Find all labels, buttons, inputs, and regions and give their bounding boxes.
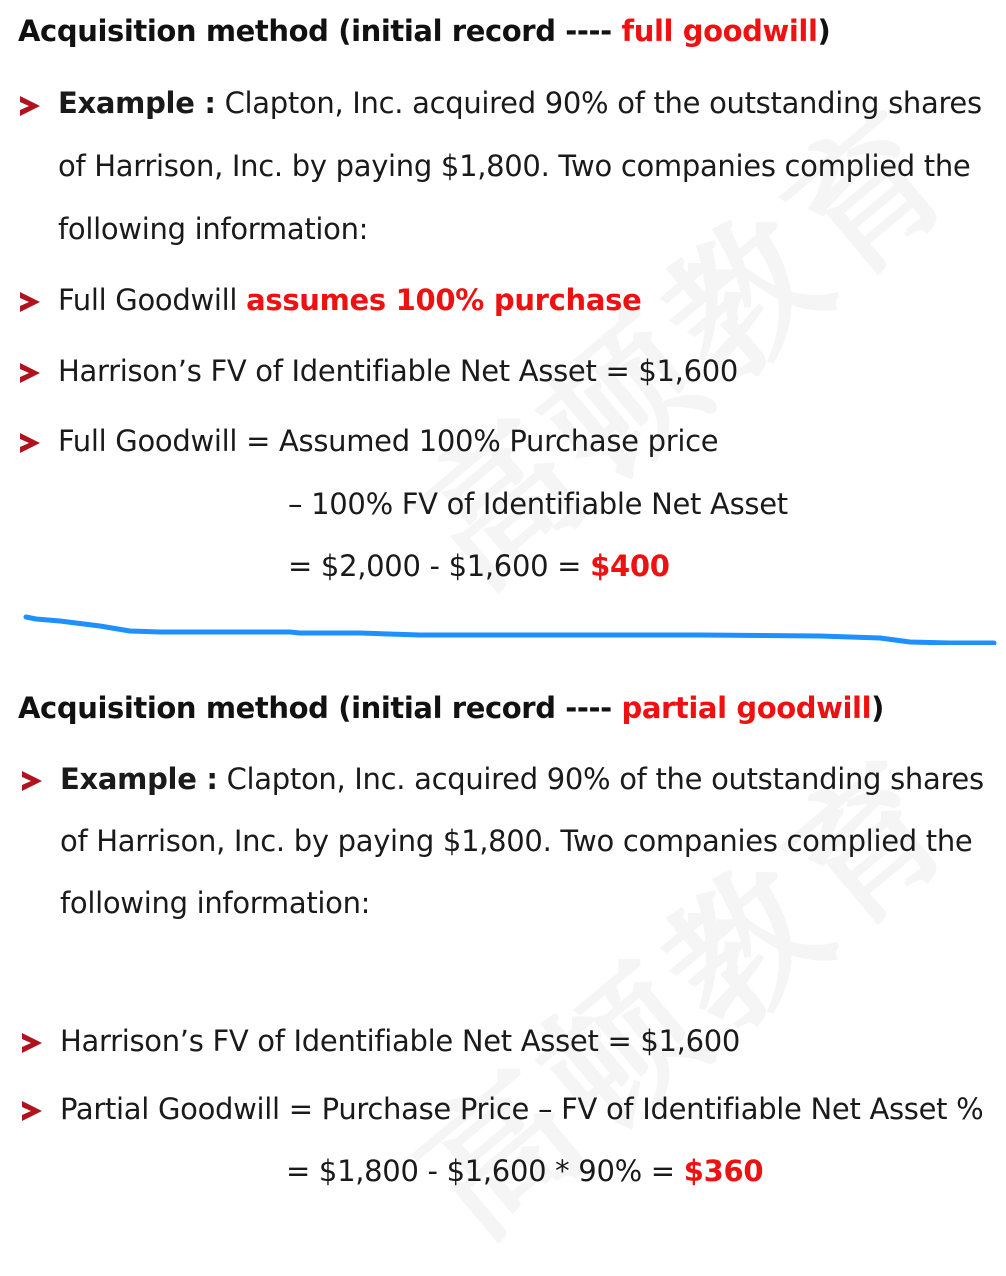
section1-heading [18, 14, 830, 48]
section2-bullet-arrow-icon-1 [22, 771, 42, 791]
section2-bullet-arrow-icon-2 [22, 1033, 42, 1053]
section1-bullet3: Harrison’s FV of Identifiable Net Asset = $1,600 [58, 354, 739, 388]
section1-example-text1: Clapton, Inc. acquired 90% of the outstanding shares [215, 86, 982, 120]
section1-bullet2 [58, 283, 642, 317]
section2-heading-highlight: partial goodwill [621, 691, 872, 725]
section1-bullet-arrow-icon-3 [20, 363, 40, 383]
section1-formula-line2: – 100% FV of Identifiable Net Asset [288, 487, 788, 521]
section1-formula-result: $400 [590, 549, 670, 583]
section1-bullet-arrow-icon-1 [20, 96, 40, 116]
section2-example-line3: following information: [60, 886, 371, 920]
section2-heading-suffix: ) [871, 691, 884, 725]
section1-bullet4: Full Goodwill = Assumed 100% Purchase price [58, 424, 719, 458]
section1-bullet-arrow-icon-4 [20, 433, 40, 453]
section2-bullet2: Harrison’s FV of Identifiable Net Asset = $1,600 [60, 1024, 741, 1058]
section1-heading-highlight: full goodwill [621, 14, 818, 48]
section2-example-text1: Clapton, Inc. acquired 90% of the outstanding shares [217, 762, 984, 796]
section2-heading [18, 691, 884, 725]
section2-example-label: Example : [60, 762, 218, 796]
section2-formula-result: $360 [683, 1154, 764, 1188]
section2-bullet3: Partial Goodwill = Purchase Price – FV of Identifiable Net Asset % [60, 1092, 984, 1126]
section2-formula-line2 [286, 1154, 763, 1188]
section2-example-line2: of Harrison, Inc. by paying $1,800. Two companies complied the [60, 824, 973, 858]
section2-heading-prefix: Acquisition method (initial record ---- [18, 691, 622, 725]
section1-example-line1 [58, 86, 982, 120]
divider-stroke [26, 617, 994, 643]
section1-formula-line3 [288, 549, 670, 583]
section1-bullet2-highlight: assumes 100% purchase [246, 283, 642, 317]
section1-bullet-arrow-icon-2 [20, 292, 40, 312]
section1-example-label: Example : [58, 86, 216, 120]
hand-drawn-divider [0, 605, 1006, 645]
section1-formula-text: = $2,000 - $1,600 = [288, 549, 591, 583]
section1-heading-suffix: ) [817, 14, 831, 48]
watermark-top [365, 50, 994, 627]
section1-bullet2-text: Full Goodwill [58, 283, 247, 317]
section2-bullet-arrow-icon-3 [22, 1101, 42, 1121]
section2-formula-text: = $1,800 - $1,600 * 90% = [286, 1154, 684, 1188]
section1-example-line3: following information: [58, 212, 369, 246]
section1-heading-prefix: Acquisition method (initial record ---- [18, 14, 622, 48]
section1-example-line2: of Harrison, Inc. by paying $1,800. Two companies complied the [58, 149, 971, 183]
section2-example-line1 [60, 762, 984, 796]
